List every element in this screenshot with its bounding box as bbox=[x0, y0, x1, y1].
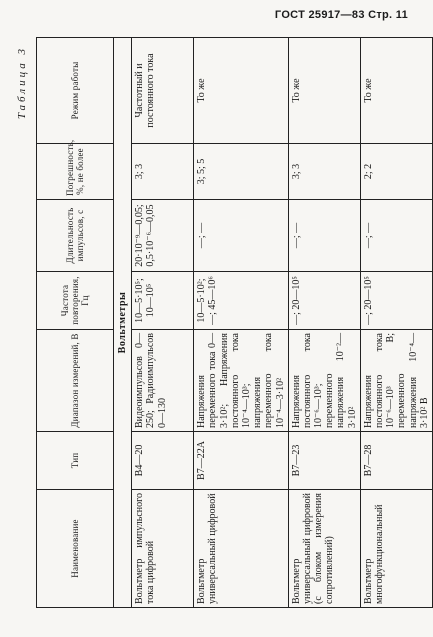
cell-frequency: 10—5·10²; —; 45—10⁶ bbox=[194, 272, 289, 330]
cell-range: Напряжения постоянного тока 10⁻⁶—10³; переменного напряжения 10⁻²—3·10² bbox=[288, 330, 360, 432]
cell-name: Вольтметр универсальный цифровой bbox=[194, 490, 289, 608]
instrument-table bbox=[36, 37, 433, 608]
section-title: Вольтметры bbox=[114, 38, 132, 608]
cell-error: 3; 3 bbox=[132, 144, 194, 200]
cell-name: Вольтметр универсальный цифровой (с блоком измерения сопротивлений) bbox=[288, 490, 360, 608]
cell-name: Вольтметр импульсного тока цифровой bbox=[132, 490, 194, 608]
table-caption: Таблица 3 bbox=[16, 46, 28, 120]
cell-type: В7—28 bbox=[360, 432, 432, 490]
cell-frequency: —; 20—10⁵ bbox=[360, 272, 432, 330]
cell-type: В7—22А bbox=[194, 432, 289, 490]
table-row bbox=[360, 38, 432, 608]
cell-mode: То же bbox=[194, 38, 289, 144]
cell-mode: То же bbox=[360, 38, 432, 144]
table-row bbox=[288, 38, 360, 608]
rotated-table-area bbox=[14, 38, 430, 608]
cell-range: Напряжения постоянного тока 10⁻⁶—10³ В; переменного напряжения 10⁻⁴—3·10² В bbox=[360, 330, 432, 432]
page-header: ГОСТ 25917—83 Стр. 11 bbox=[274, 9, 408, 21]
header-row bbox=[37, 38, 114, 608]
cell-type: В7—23 bbox=[288, 432, 360, 490]
col-header-error: Погрешность, %, не более bbox=[37, 144, 114, 200]
cell-duration: —; — bbox=[360, 200, 432, 272]
cell-range: Видеоимпульсов 0—250; Радиоимпульсов 0—130 bbox=[132, 330, 194, 432]
cell-error: 3; 5; 5 bbox=[194, 144, 289, 200]
cell-error: 2; 2 bbox=[360, 144, 432, 200]
cell-duration: —; — bbox=[288, 200, 360, 272]
cell-range: Напряжения переменного тока 0—3·10²; Напряжения постоянного тока 10⁻⁴—10³; напряжения переменного тока 10⁻⁴—3·10² bbox=[194, 330, 289, 432]
col-header-name: Наименование bbox=[37, 490, 114, 608]
col-header-frequency: Частота повторения, Гц bbox=[37, 272, 114, 330]
table-row bbox=[194, 38, 289, 608]
col-header-type: Тип bbox=[37, 432, 114, 490]
table-row bbox=[132, 38, 194, 608]
cell-frequency: 10—5·10⁵; 10—10⁵ bbox=[132, 272, 194, 330]
section-row bbox=[114, 38, 132, 608]
cell-duration: 20·10⁻⁹—0,05; 0,5·10⁻⁶—0,05 bbox=[132, 200, 194, 272]
cell-name: Вольтметр многофункциональный bbox=[360, 490, 432, 608]
cell-mode: То же bbox=[288, 38, 360, 144]
cell-mode: Частотный и постоянного тока bbox=[132, 38, 194, 144]
col-header-range: Диапазон измерений, В bbox=[37, 330, 114, 432]
cell-frequency: —; 20—10⁵ bbox=[288, 272, 360, 330]
cell-type: В4—20 bbox=[132, 432, 194, 490]
cell-duration: —; — bbox=[194, 200, 289, 272]
cell-error: 3; 3 bbox=[288, 144, 360, 200]
col-header-mode: Режим работы bbox=[37, 38, 114, 144]
col-header-duration: Длительность импульсов, с bbox=[37, 200, 114, 272]
